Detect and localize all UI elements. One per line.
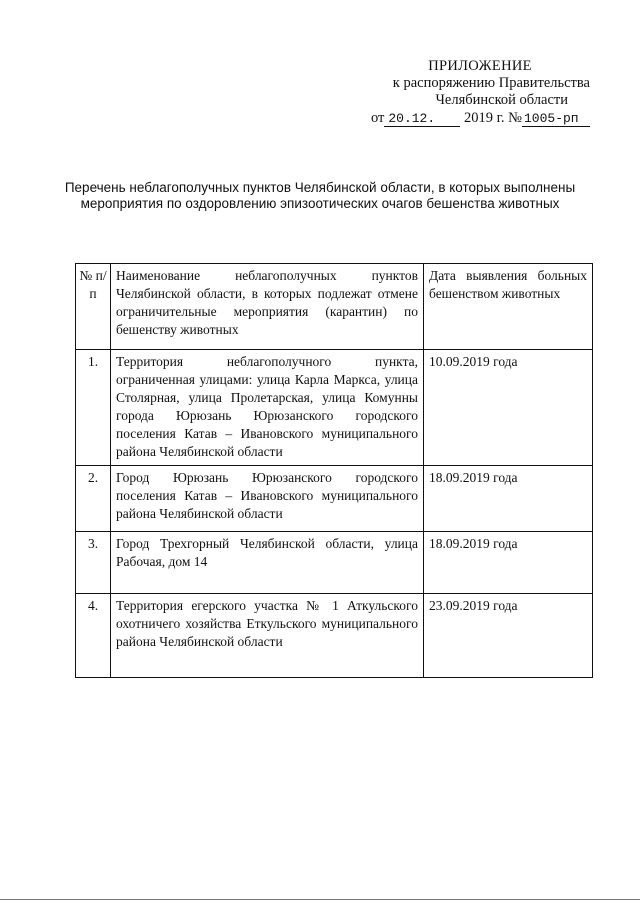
order-year: 2019 г. № xyxy=(463,110,522,126)
row-name: Территория неблагополучного пункта, ограниченная улицами: улица Карла Маркса, улица Столярная, улица Пролетарская, улица Комунны города Юрюзань Юрюзанского городского поселения Катав – Ивановского муниципального района Челябинской области xyxy=(111,350,424,466)
bottom-rule xyxy=(0,899,640,900)
header-name: Наименование неблагополучных пунктов Челябинской области, в которых подлежат отмене ограничительные мероприятия (карантин) по бешенству животных xyxy=(111,264,424,350)
appendix-order-line: к распоряжению Правительства xyxy=(392,75,590,91)
appendix-date-line xyxy=(330,110,590,127)
row-num: 1. xyxy=(76,350,111,466)
date-prefix: от xyxy=(370,110,385,126)
header-date: Дата выявления больных бешенством животных xyxy=(424,264,593,350)
row-date: 23.09.2019 года xyxy=(424,594,593,678)
row-date: 18.09.2019 года xyxy=(424,532,593,594)
order-number: 1005-рп xyxy=(522,112,590,127)
table-header-row xyxy=(76,264,593,350)
table-row xyxy=(76,594,593,678)
localities-table xyxy=(75,263,593,678)
appendix-block xyxy=(330,58,590,127)
table-row xyxy=(76,466,593,532)
row-name: Город Юрюзань Юрюзанского городского поселения Катав – Ивановского муниципального района Челябинской области xyxy=(111,466,424,532)
table-row xyxy=(76,532,593,594)
appendix-region-line: Челябинской области xyxy=(435,92,568,108)
header-num: № п/п xyxy=(76,264,111,350)
row-num: 3. xyxy=(76,532,111,594)
row-name: Город Трехгорный Челябинской области, улица Рабочая, дом 14 xyxy=(111,532,424,594)
document-title: Перечень неблагополучных пунктов Челябинской области, в которых выполнены мероприятия по оздоровлению эпизоотических очагов бешенства животных xyxy=(64,180,576,211)
row-num: 2. xyxy=(76,466,111,532)
appendix-title: ПРИЛОЖЕНИЕ xyxy=(428,58,532,74)
table-row xyxy=(76,350,593,466)
order-date: 20.12. xyxy=(384,112,460,127)
row-date: 18.09.2019 года xyxy=(424,466,593,532)
row-name: Территория егерского участка № 1 Аткульского охотничего хозяйства Еткульского муниципального района Челябинской области xyxy=(111,594,424,678)
row-num: 4. xyxy=(76,594,111,678)
row-date: 10.09.2019 года xyxy=(424,350,593,466)
